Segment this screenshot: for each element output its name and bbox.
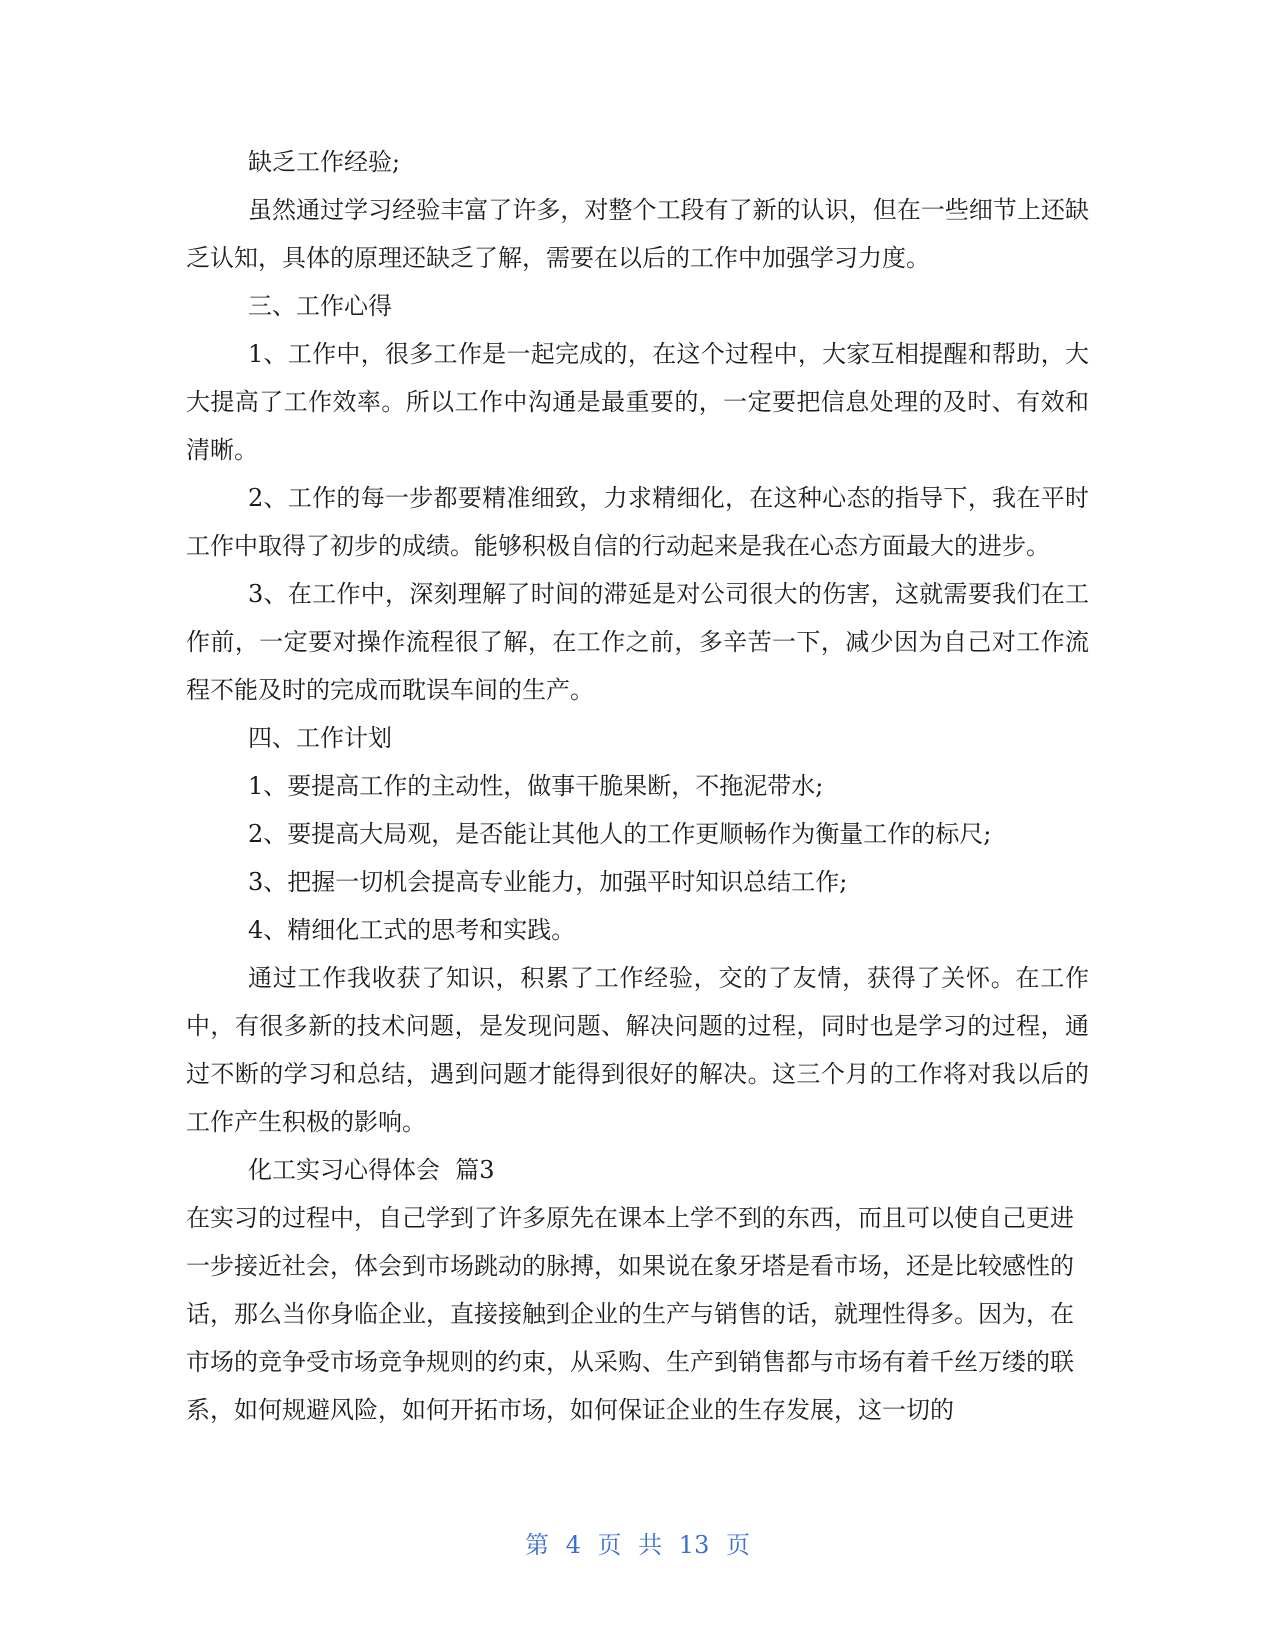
section-heading: 三、工作心得 — [248, 292, 392, 320]
paragraph: 缺乏工作经验; — [248, 148, 401, 176]
list-item: 2、要提高大局观，是否能让其他人的工作更顺畅作为衡量工作的标尺; — [248, 820, 992, 848]
paragraph: 虽然通过学习经验丰富了许多，对整个工段有了新的认识，但在一些细节上还缺乏认知，具体的原理还缺乏了解，需要在以后的工作中加强学习力度。 — [186, 196, 1089, 272]
page-number-footer: 第 4 页 共 13 页 — [525, 1531, 750, 1559]
document-body — [186, 138, 1089, 1434]
article-title: 化工实习心得体会 篇3 — [248, 1156, 495, 1184]
list-item: 1、要提高工作的主动性，做事干脆果断，不拖泥带水; — [248, 772, 824, 800]
paragraph: 在实习的过程中，自己学到了许多原先在课本上学不到的东西，而且可以使自己更进一步接近社会，体会到市场跳动的脉搏，如果说在象牙塔是看市场，还是比较感性的话，那么当你身临企业，直接接触到企业的生产与销售的话，就理性得多。因为，在市场的竞争受市场竞争规则的约束，从采购、生产到销售都与市场有着千丝万缕的联系，如何规避风险，如何开拓市场，如何保证企业的生存发展，这一切的 — [186, 1204, 1074, 1424]
section-heading: 四、工作计划 — [248, 724, 392, 752]
paragraph: 1、工作中，很多工作是一起完成的，在这个过程中，大家互相提醒和帮助，大大提高了工作效率。所以工作中沟通是最重要的，一定要把信息处理的及时、有效和清晰。 — [186, 340, 1089, 464]
paragraph: 3、在工作中，深刻理解了时间的滞延是对公司很大的伤害，这就需要我们在工作前，一定要对操作流程很了解，在工作之前，多辛苦一下，减少因为自己对工作流程不能及时的完成而耽误车间的生产。 — [186, 580, 1089, 704]
list-item: 3、把握一切机会提高专业能力，加强平时知识总结工作; — [248, 868, 848, 896]
paragraph: 2、工作的每一步都要精准细致，力求精细化，在这种心态的指导下，我在平时工作中取得了初步的成绩。能够积极自信的行动起来是我在心态方面最大的进步。 — [186, 484, 1089, 560]
list-item: 4、精细化工式的思考和实践。 — [248, 916, 576, 944]
paragraph: 通过工作我收获了知识，积累了工作经验，交的了友情，获得了关怀。在工作中，有很多新的技术问题，是发现问题、解决问题的过程，同时也是学习的过程，通过不断的学习和总结，遇到问题才能得到很好的解决。这三个月的工作将对我以后的工作产生积极的影响。 — [186, 964, 1089, 1136]
